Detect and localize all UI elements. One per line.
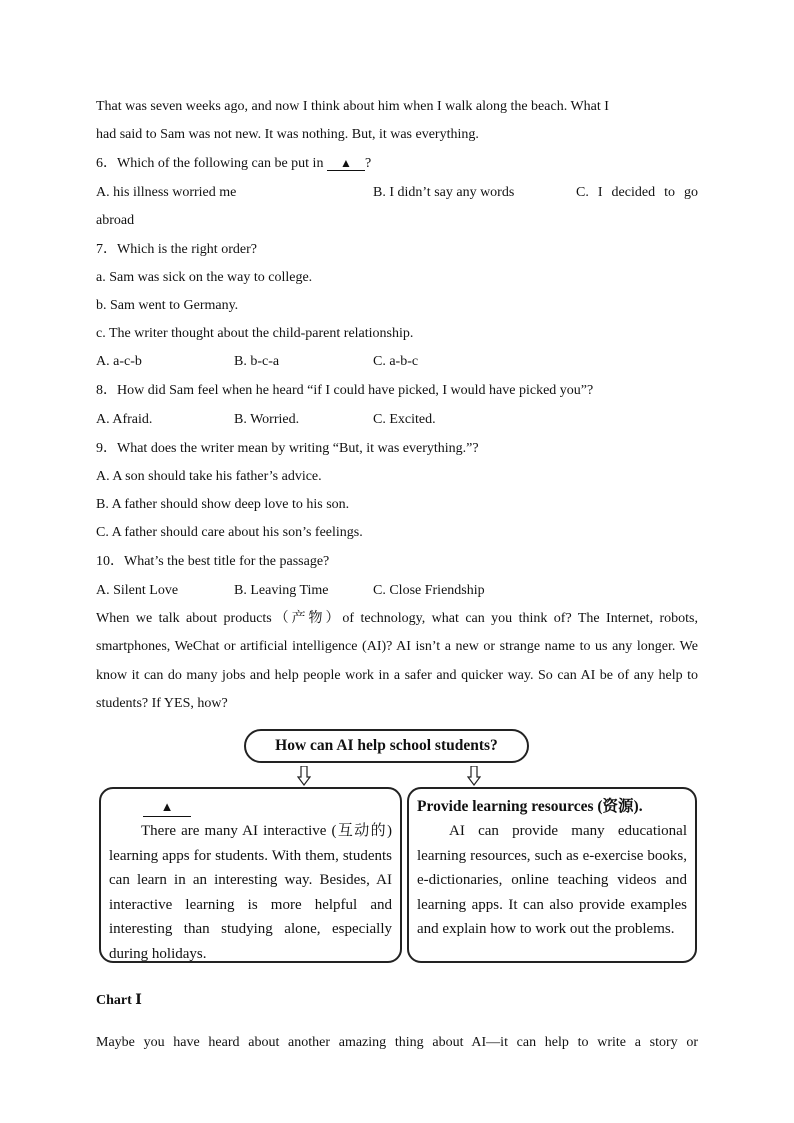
option-b: B. Leaving Time [234, 582, 329, 598]
chart-label: Chart Ⅰ [96, 992, 142, 1008]
option-c: C. I decided to go [576, 184, 698, 200]
document-page [96, 93, 698, 1057]
question-9: 9．What does the writer mean by writing “But, it was everything.”? [96, 440, 479, 456]
diagram-title-box: How can AI help school students? [244, 729, 529, 763]
order-item-a: a. Sam was sick on the way to college. [96, 270, 313, 285]
intro-line-1: That was seven weeks ago, and now I think about him when I walk along the beach. What I [96, 99, 609, 114]
question-6-options [96, 179, 698, 207]
right-card [407, 787, 697, 963]
option-a: A. Silent Love [96, 582, 179, 598]
option-a: A. A son should take his father’s advice. [96, 469, 322, 484]
option-a: A. his illness worried me [96, 184, 237, 200]
intro-line-2: had said to Sam was not new. It was nothing. But, it was everything. [96, 127, 479, 142]
option-a: A. Afraid. [96, 411, 153, 427]
question-10: 10．What’s the best title for the passage? [96, 554, 330, 569]
option-c-wrap: abroad [96, 212, 135, 228]
right-card-text: AI can provide many educational learning resources, such as e-exercise books, e-dictionaries, online teaching videos and learning apps. It can also provide examples and explain how to work out the problems. [417, 823, 687, 937]
option-b: B. Worried. [234, 411, 300, 427]
option-b: B. I didn’t say any words [373, 184, 515, 200]
order-item-b: b. Sam went to Germany. [96, 298, 239, 313]
final-line: Maybe you have heard about another amazing thing about AI—it can help to write a story or [96, 1034, 698, 1050]
option-b: B. b-c-a [234, 354, 280, 369]
left-card [99, 787, 402, 963]
left-card-text: There are many AI interactive (互动的) learning apps for students. With them, students can learn in an interesting way. Besides, AI interactive learning is more helpful and interesting than studying alone, especially during holidays. [109, 823, 392, 962]
answer-blank: ▲ [327, 156, 365, 171]
down-arrow-icon [297, 766, 311, 786]
heading-blank: ▲ [143, 798, 191, 817]
question-8-options [96, 406, 698, 434]
order-item-c: c. The writer thought about the child-parent relationship. [96, 326, 414, 341]
option-b: B. A father should show deep love to his son. [96, 497, 350, 512]
question-7-options [96, 348, 698, 376]
question-8: 8．How did Sam feel when he heard “if I could have picked, I would have picked you”? [96, 383, 594, 398]
question-7: 7．Which is the right order? [96, 241, 257, 257]
option-c: C. Excited. [373, 411, 436, 427]
option-c: C. a-b-c [373, 354, 419, 369]
ai-help-diagram [96, 729, 698, 981]
option-c: C. A father should care about his son’s feelings. [96, 525, 363, 540]
question-6: 6．Which of the following can be put in ▲ ? [96, 156, 372, 171]
question-10-options [96, 577, 698, 605]
right-card-heading: Provide learning resources (资源). [417, 797, 643, 815]
passage-paragraph: When we talk about products（产物）of technology, what can you think of? The Internet, robots, smartphones, WeChat or artificial intelligence (AI)? AI isn’t a new or strange name to us any longer. We know it can do many jobs and help people work in a safer and quicker way. So can AI be of any help to students? If YES, how? [96, 610, 698, 711]
option-a: A. a-c-b [96, 354, 142, 369]
down-arrow-icon [467, 766, 481, 786]
option-c: C. Close Friendship [373, 582, 485, 598]
